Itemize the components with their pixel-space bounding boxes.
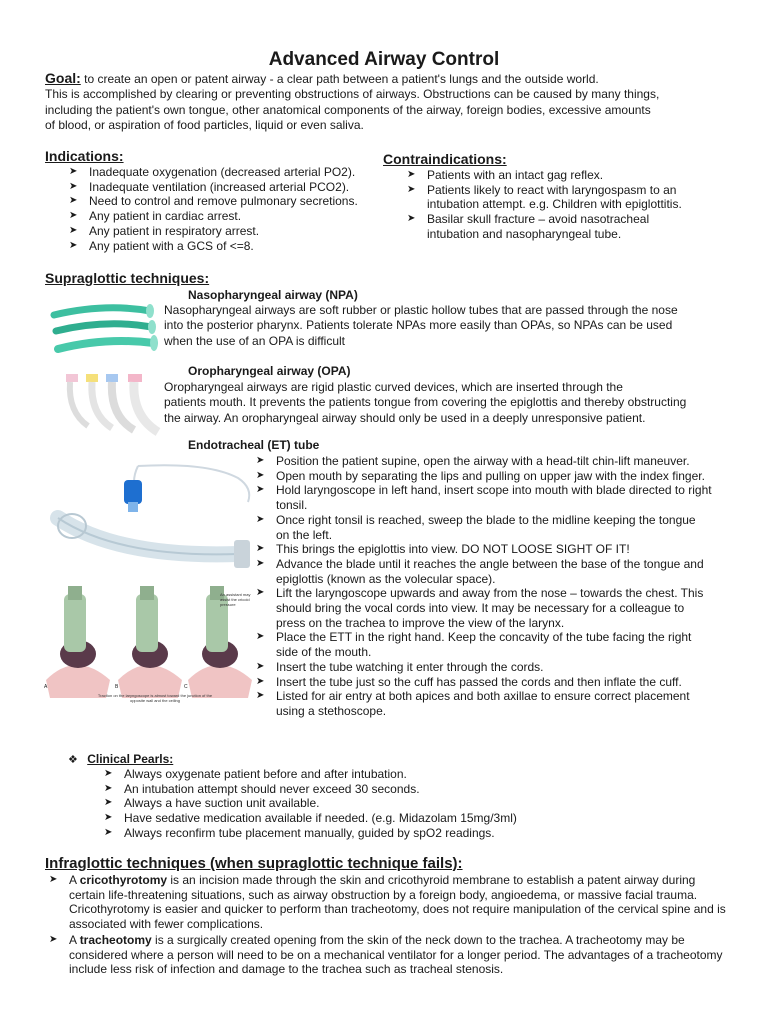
indications-heading: Indications: bbox=[45, 148, 124, 164]
list-item: ➤ Always oxygenate patient before and after intubation. bbox=[100, 767, 660, 782]
list-item: ➤ Have sedative medication available if needed. (e.g. Midazolam 15mg/3ml) bbox=[100, 811, 660, 826]
figure-label-a: A bbox=[44, 684, 48, 690]
list-item: ➤ Position the patient supine, open the airway with a head-tilt chin-lift maneuver. bbox=[252, 454, 712, 469]
supraglottic-heading: Supraglottic techniques: bbox=[45, 270, 210, 286]
list-item: ➤ Once right tonsil is reached, sweep the blade to the midline keeping the tongue on the left. bbox=[252, 513, 712, 542]
opa-line: Oropharyngeal airways are rigid plastic curved devices, which are inserted through the bbox=[164, 380, 623, 394]
pearls-heading: Clinical Pearls: bbox=[87, 752, 174, 766]
opa-line: patients mouth. It prevents the patients tongue from covering the epiglottis and thereby obstructing bbox=[164, 395, 687, 410]
opa-title: Oropharyngeal airway (OPA) bbox=[188, 364, 351, 378]
opa-line: the airway. An oropharyngeal airway should only be used in a deeply unresponsive patient. bbox=[164, 410, 646, 425]
et-steps-list bbox=[252, 454, 712, 719]
npa-line: into the posterior pharynx. Patients tolerate NPAs more easily than OPAs, so NPAs can be used bbox=[164, 318, 673, 333]
goal-text-line: of blood, or aspiration of food particles, liquid or even saliva. bbox=[45, 117, 364, 132]
list-item: ➤ Hold laryngoscope in left hand, insert scope into mouth with blade directed to right tonsil. bbox=[252, 483, 712, 512]
list-item: ➤ Insert the tube watching it enter through the cords. bbox=[252, 660, 712, 675]
contraindications-section bbox=[383, 151, 723, 242]
list-item: ➤ Patients likely to react with laryngospasm to an intubation attempt. e.g. Children with epiglottitis. bbox=[403, 183, 703, 212]
indications-list bbox=[65, 165, 385, 253]
list-item: ➤ Patients with an intact gag reflex. bbox=[403, 168, 703, 183]
contraindications-list bbox=[403, 168, 703, 242]
figure-assistant-note: An assistant may assist the cricoid pressure bbox=[220, 592, 251, 607]
et-title: Endotracheal (ET) tube bbox=[188, 438, 320, 452]
list-item-cricothyrotomy bbox=[45, 873, 731, 932]
term-tracheotomy: tracheotomy bbox=[79, 932, 152, 947]
list-item: ➤ This brings the epiglottis into view. DO NOT LOOSE SIGHT OF IT! bbox=[252, 542, 712, 557]
oropharyngeal-airway-image bbox=[52, 370, 164, 436]
nasopharyngeal-airway-image bbox=[50, 297, 160, 369]
list-item: ➤ Inadequate oxygenation (decreased arterial PO2). bbox=[65, 165, 385, 180]
npa-title: Nasopharyngeal airway (NPA) bbox=[188, 288, 358, 302]
list-item: ➤ Need to control and remove pulmonary secretions. bbox=[65, 194, 385, 209]
endotracheal-tube-image bbox=[48, 458, 256, 578]
infraglottic-heading: Infraglottic techniques (when supraglottic technique fails): bbox=[45, 855, 463, 872]
pearls-heading-row bbox=[68, 752, 173, 766]
item-text: is a surgically created opening from the skin of the neck down to the trachea. A tracheotomy may be considered where a person will need to be on a mechanical ventilator for a longer period. The advantages of a tracheotomy include less risk of infection and damage to the trachea such as tracheal stenosis. bbox=[69, 932, 723, 977]
infraglottic-list bbox=[45, 873, 731, 977]
goal-text-line: This is accomplished by clearing or preventing obstructions of airways. Obstructions can be caused by many things, bbox=[45, 87, 660, 102]
list-item: ➤ Advance the blade until it reaches the angle between the base of the tongue and epiglottis (known as the volecular space). bbox=[252, 557, 712, 586]
list-item: ➤ Any patient in respiratory arrest. bbox=[65, 224, 385, 239]
figure-label-b: B bbox=[115, 684, 119, 690]
opa-description bbox=[164, 380, 734, 426]
list-item: ➤ Basilar skull fracture – avoid nasotracheal intubation and nasopharyngeal tube. bbox=[403, 212, 703, 241]
diamond-bullet-icon: ❖ bbox=[68, 754, 78, 766]
page-title: Advanced Airway Control bbox=[268, 49, 500, 70]
goal-text: to create an open or patent airway - a clear path between a patient's lungs and the outside world. bbox=[80, 72, 599, 86]
npa-line: Nasopharyngeal airways are soft rubber or plastic hollow tubes that are passed through the nose bbox=[164, 303, 678, 317]
goal-section bbox=[45, 71, 725, 133]
list-item: ➤ Listed for air entry at both apices and both axillae to ensure correct placement using a stethoscope. bbox=[252, 689, 712, 718]
item-text: is an incision made through the skin and cricothyroid membrane to establish a patent airway during certain life-threatening situations, such as airway obstruction by a foreign body, angioedema, or massive facial trauma. Cricothyrotomy is easier and quicker to perform than tracheotomy, does not require manipulation of the cervical spine and is associated with fewer complications. bbox=[69, 873, 726, 932]
goal-text-line: including the patient's own tongue, other anatomical components of the airway, foreign bodies, excessive amounts bbox=[45, 102, 651, 117]
list-item: ➤ Always a have suction unit available. bbox=[100, 796, 660, 811]
indications-section bbox=[45, 148, 385, 253]
contraindications-heading: Contraindications: bbox=[383, 151, 507, 167]
list-item: ➤ Insert the tube just so the cuff has passed the cords and then inflate the cuff. bbox=[252, 675, 712, 690]
figure-label-c: C bbox=[184, 684, 188, 690]
list-item: ➤ Inadequate ventilation (increased arterial PCO2). bbox=[65, 180, 385, 195]
list-item: ➤ An intubation attempt should never exceed 30 seconds. bbox=[100, 782, 660, 797]
list-item: ➤ Place the ETT in the right hand. Keep the concavity of the tube facing the right side of the mouth. bbox=[252, 630, 712, 659]
term-cricothyrotomy: cricothyrotomy bbox=[79, 873, 168, 887]
list-item: ➤ Open mouth by separating the lips and pulling on upper jaw with the index finger. bbox=[252, 469, 712, 484]
figure-caption: Traction on the laryngoscope is almost toward the junction of the opposite wall and the ceiling bbox=[97, 693, 213, 703]
list-item-tracheotomy bbox=[45, 933, 731, 977]
npa-line: when the use of an OPA is difficult bbox=[164, 333, 345, 348]
list-item: ➤ Any patient in cardiac arrest. bbox=[65, 209, 385, 224]
list-item: ➤ Any patient with a GCS of <=8. bbox=[65, 239, 385, 254]
list-item: ➤ Lift the laryngoscope upwards and away from the nose – towards the chest. This should bring the vocal cords into view. It may be necessary for a colleague to press on the trachea to improve the view of the larynx. bbox=[252, 586, 712, 630]
item-text: A bbox=[69, 873, 80, 887]
npa-description bbox=[164, 303, 734, 349]
list-item: ➤ Always reconfirm tube placement manually, guided by spO2 readings. bbox=[100, 826, 660, 841]
goal-label: Goal: bbox=[45, 70, 81, 86]
item-text: A bbox=[69, 932, 80, 947]
pearls-list bbox=[100, 767, 660, 841]
